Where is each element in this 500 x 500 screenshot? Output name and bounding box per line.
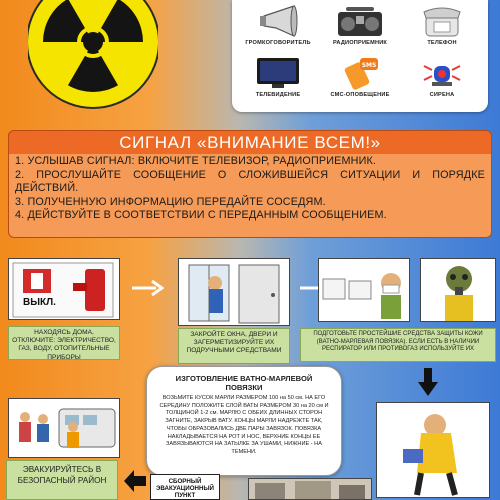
leaving-home-illustration: [376, 402, 490, 498]
device-loudspeaker: ГРОМКОГОВОРИТЕЛЬ: [236, 4, 320, 46]
gauze-text: ВОЗЬМИТЕ КУСОК МАРЛИ РАЗМЕРОМ 100 на 50 см. НА ЕГО СЕРЕДИНУ ПОЛОЖИТЕ СЛОЙ ВАТЫ РАЗМЕРОМ 30 на 20 см И ТОЛЩИНОЙ 1-2 см. МАРЛЮ С ОБЕИХ ДЛИННЫХ СТОРОН ЗАГНИТЕ, ЗАКРЫВ ВАТУ. КОНЦЫ МАРЛИ НАДРЕЖТЕ ТАК, ЧТОБЫ ОБРАЗОВАЛИСЬ ДВЕ ПАРЫ ЗАВЯЗОК. ПОВЯЗКА НАКЛАДЫВАЕТСЯ НА РОТ И НОС, ВЕРХНИЕ КОНЦЫ ЕЕ ЗАВЯЗЫВАЮТСЯ НА ЗАТЫЛКЕ ЗА УШАМИ, НИЖНИЕ - НА ТЕМЕНИ.: [159, 395, 329, 455]
signal-title-bar: [8, 130, 492, 154]
evacuation-illustration: [8, 398, 120, 458]
device-siren: СИРЕНА: [400, 56, 484, 98]
sms-icon: [338, 56, 382, 90]
evacuation-bus-icon: [9, 399, 120, 458]
device-sms: SMS СМС-ОПОВЕЩЕНИЕ: [318, 56, 402, 98]
gauze-mask-icon: [319, 259, 410, 322]
building-icon: [249, 479, 372, 500]
device-telephone: ТЕЛЕФОН: [400, 4, 484, 46]
caption-protection: ПОДГОТОВЬТЕ ПРОСТЕЙШИЕ СРЕДСТВА ЗАЩИТЫ КОЖИ (ВАТНО-МАРЛЕВАЯ ПОВЯЗКА). ЕСЛИ ЕСТЬ В НАЛИЧИИ РЕСПИРАТОР ИЛИ ПРОТИВОГАЗ ИСПОЛЬЗУЙТЕ ИХ: [300, 328, 496, 362]
gauze-mask-illustration: [318, 258, 410, 322]
radiation-symbol-icon: [28, 0, 158, 110]
siren-icon: [420, 56, 464, 90]
switch-off-label: ВЫКЛ.: [23, 297, 56, 308]
svg-text:SMS: SMS: [361, 62, 377, 69]
gas-mask-icon: [421, 259, 496, 322]
arrow-left-icon: [124, 470, 146, 492]
window-icon: [179, 259, 290, 326]
device-radio: РАДИОПРИЕМНИК: [318, 4, 402, 46]
close-windows-illustration: [178, 258, 290, 326]
loudspeaker-icon: [256, 4, 300, 38]
alert-devices-panel: [232, 0, 488, 112]
gauze-title: ИЗГОТОВЛЕНИЕ ВАТНО-МАРЛЕВОЙ ПОВЯЗКИ: [175, 374, 313, 392]
signal-step: 1. УСЛЫШАВ СИГНАЛ: ВКЛЮЧИТЕ ТЕЛЕВИЗОР, РАДИОПРИЕМНИК.: [15, 155, 377, 167]
gauze-instructions-box: [146, 366, 342, 476]
arrow-down-icon: [418, 368, 438, 396]
signal-step: 4. ДЕЙСТВУЙТЕ В СООТВЕТСТВИИ С ПЕРЕДАННЫМ СООБЩЕНИЕМ.: [15, 209, 387, 222]
gas-mask-illustration: [420, 258, 496, 322]
radio-icon: [336, 4, 384, 38]
evacuation-point-sign: [150, 474, 220, 500]
signal-title: СИГНАЛ «ВНИМАНИЕ ВСЕМ!»: [119, 133, 381, 152]
caption-utilities: НАХОДЯСЬ ДОМА, ОТКЛЮЧИТЕ: ЭЛЕКТРИЧЕСТВО, ГАЗ, ВОДУ, ОТОПИТЕЛЬНЫЕ ПРИБОРЫ: [8, 326, 120, 360]
signal-steps: [8, 154, 492, 238]
caption-evacuate: ЭВАКУИРУЙТЕСЬ В БЕЗОПАСНЫЙ РАЙОН: [6, 460, 118, 500]
power-switch-icon: [9, 259, 120, 320]
television-icon: [254, 56, 302, 90]
switch-off-illustration: [8, 258, 120, 320]
arrow-right-icon: [130, 278, 164, 298]
telephone-icon: [420, 4, 464, 38]
signal-step: 3. ПОЛУЧЕННУЮ ИНФОРМАЦИЮ ПЕРЕДАЙТЕ СОСЕДЯМ.: [15, 195, 326, 208]
signal-step: 2. ПРОСЛУШАЙТЕ СООБЩЕНИЕ О СЛОЖИВШЕЙСЯ СИТУАЦИИ И ПОРЯДКЕ ДЕЙСТВИЙ.: [15, 168, 485, 195]
person-with-bag-icon: [377, 403, 490, 498]
caption-windows: ЗАКРОЙТЕ ОКНА, ДВЕРИ И ЗАГЕРМЕТИЗИРУЙТЕ ИХ ПОДРУЧНЫМИ СРЕДСТВАМИ: [178, 328, 290, 364]
shelter-photo: [248, 478, 372, 500]
evacuation-point-text: СБОРНЫЙ ЭВАКУАЦИОННЫЙ ПУНКТ: [155, 478, 215, 499]
device-television: ТЕЛЕВИДЕНИЕ: [236, 56, 320, 98]
